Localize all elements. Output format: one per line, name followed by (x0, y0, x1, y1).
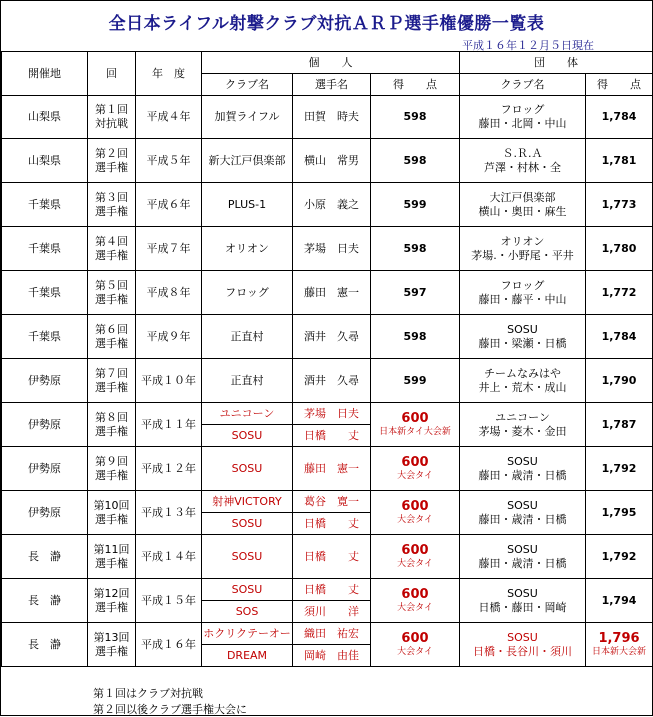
score-cell (371, 271, 460, 315)
team-members: 藤田・歳清・日橋 (478, 512, 567, 526)
round-type: 選手権 (95, 204, 128, 218)
score-cell (371, 491, 460, 535)
score-cell (371, 623, 460, 667)
score-value: 600 (401, 411, 429, 426)
team-members: 藤田・梁瀬・日橋 (478, 336, 567, 350)
team-members: 藤田・北岡・中山 (478, 117, 567, 130)
year-cell: 平成１３年 (136, 491, 202, 535)
header-team-club: クラブ名 (460, 74, 586, 96)
team-score-cell (586, 227, 653, 271)
club-cell: SOSU (202, 447, 293, 491)
team-score-value: 1,792 (601, 549, 637, 563)
year-cell: 平成８年 (136, 271, 202, 315)
player-cell: 茅場 日夫 (293, 403, 371, 425)
as-of-date: 平成１６年１２月５日現在 (462, 39, 594, 52)
table-row (2, 491, 653, 513)
round-number: 第６回 (95, 322, 128, 336)
player-cell: 葛谷 寛一 (293, 491, 371, 513)
team-club-cell (460, 403, 586, 447)
team-score-value: 1,787 (601, 417, 637, 431)
round-type: 選手権 (95, 556, 128, 570)
round-number: 第11回 (93, 542, 130, 556)
round-number: 第１回 (95, 103, 128, 116)
score-cell (371, 139, 460, 183)
round-number: 第２回 (95, 146, 128, 160)
team-score-value: 1,794 (601, 593, 637, 607)
player-cell: 横山 常男 (293, 139, 371, 183)
year-cell: 平成１５年 (136, 579, 202, 623)
table-row (2, 579, 653, 601)
venue-cell: 長 瀞 (2, 535, 88, 579)
round-cell (88, 579, 136, 623)
venue-cell: 伊勢原 (2, 447, 88, 491)
team-score-value: 1,790 (601, 373, 637, 387)
round-type: 選手権 (95, 160, 128, 174)
club-cell: 加賀ライフル (202, 96, 293, 139)
score-cell (371, 447, 460, 491)
round-cell (88, 96, 136, 139)
score-value: 598 (403, 110, 427, 123)
team-score-cell (586, 579, 653, 623)
team-club-name: フロッグ (500, 103, 545, 116)
table-row (2, 623, 653, 645)
score-value: 600 (401, 455, 429, 470)
player-cell: 岡崎 由佳 (293, 645, 371, 667)
round-number: 第12回 (93, 586, 130, 600)
round-cell (88, 447, 136, 491)
team-score-note: 日本新大会新 (591, 647, 646, 657)
team-club-cell (460, 227, 586, 271)
year-cell: 平成１４年 (136, 535, 202, 579)
team-club-name: チームなみはや (484, 366, 561, 380)
player-cell: 酒井 久尋 (293, 359, 371, 403)
score-cell (371, 535, 460, 579)
team-club-cell (460, 359, 586, 403)
team-club-cell (460, 535, 586, 579)
team-score-cell (586, 96, 653, 139)
year-cell: 平成１１年 (136, 403, 202, 447)
team-club-name: オリオン (500, 234, 545, 248)
header-player: 選手名 (293, 74, 371, 96)
round-cell (88, 271, 136, 315)
team-club-cell (460, 183, 586, 227)
round-number: 第13回 (93, 630, 130, 644)
club-cell: SOSU (202, 425, 293, 447)
score-value: 600 (401, 499, 429, 514)
team-score-value: 1,773 (601, 197, 637, 211)
score-note: 大会タイ (397, 603, 433, 613)
team-score-cell (586, 403, 653, 447)
header-team: 団 体 (460, 52, 653, 74)
round-cell (88, 535, 136, 579)
round-type: 選手権 (95, 644, 128, 658)
team-score-value: 1,772 (601, 285, 637, 299)
club-cell: SOS (202, 601, 293, 623)
table-row (2, 359, 653, 403)
header-venue: 開催地 (2, 52, 88, 96)
table-row (2, 227, 653, 271)
team-club-cell (460, 271, 586, 315)
year-cell: 平成１０年 (136, 359, 202, 403)
year-cell: 平成９年 (136, 315, 202, 359)
round-number: 第３回 (95, 190, 128, 204)
team-members: 横山・奥田・麻生 (478, 204, 567, 218)
club-cell: SOSU (202, 579, 293, 601)
club-cell: オリオン (202, 227, 293, 271)
team-members: 日橋・藤田・岡崎 (478, 600, 567, 614)
team-club-name: SOSU (507, 498, 538, 512)
team-club-name: 大江戸倶楽部 (489, 190, 556, 204)
round-type: 対抗戦 (95, 117, 128, 130)
team-score-value: 1,784 (601, 329, 637, 343)
score-cell (371, 403, 460, 447)
year-cell: 平成４年 (136, 96, 202, 139)
team-club-name: SOSU (507, 630, 538, 644)
venue-cell: 千葉県 (2, 183, 88, 227)
team-members: 茅場・菱木・金田 (478, 424, 567, 438)
round-type: 選手権 (95, 600, 128, 614)
venue-cell: 山梨県 (2, 96, 88, 139)
team-score-cell (586, 535, 653, 579)
team-club-name: フロッグ (500, 278, 545, 292)
team-club-cell (460, 96, 586, 139)
score-value: 599 (403, 197, 427, 211)
team-score-value: 1,796 (598, 631, 640, 646)
player-cell: 日橋 丈 (293, 425, 371, 447)
year-cell: 平成７年 (136, 227, 202, 271)
round-cell (88, 359, 136, 403)
year-cell: 平成１２年 (136, 447, 202, 491)
venue-cell: 山梨県 (2, 139, 88, 183)
score-cell (371, 183, 460, 227)
club-cell: ユニコーン (202, 403, 293, 425)
header-individual: 個 人 (202, 52, 460, 74)
year-cell: 平成１６年 (136, 623, 202, 667)
team-score-value: 1,780 (601, 241, 637, 255)
year-cell: 平成５年 (136, 139, 202, 183)
team-score-value: 1,795 (601, 505, 637, 519)
team-club-cell (460, 623, 586, 667)
header-club: クラブ名 (202, 74, 293, 96)
score-note: 大会タイ (397, 471, 433, 481)
player-cell: 織田 祐宏 (293, 623, 371, 645)
team-score-value: 1,784 (601, 110, 637, 123)
score-value: 600 (401, 587, 429, 602)
team-club-cell (460, 579, 586, 623)
club-cell: フロッグ (202, 271, 293, 315)
score-value: 598 (403, 329, 427, 343)
venue-cell: 長 瀞 (2, 623, 88, 667)
club-cell: 新大江戸倶楽部 (202, 139, 293, 183)
player-cell: 日橋 丈 (293, 513, 371, 535)
club-cell: SOSU (202, 535, 293, 579)
player-cell: 小原 義之 (293, 183, 371, 227)
team-score-cell (586, 623, 653, 667)
score-cell (371, 96, 460, 139)
year-cell: 平成６年 (136, 183, 202, 227)
player-cell: 須川 洋 (293, 601, 371, 623)
club-cell: SOSU (202, 513, 293, 535)
score-cell (371, 359, 460, 403)
score-value: 600 (401, 631, 429, 646)
round-number: 第10回 (93, 498, 130, 512)
club-cell: 射神VICTORY (202, 491, 293, 513)
round-type: 選手権 (95, 468, 128, 482)
results-table (1, 51, 653, 667)
table-row (2, 403, 653, 425)
team-club-cell (460, 447, 586, 491)
score-note: 大会タイ (397, 515, 433, 525)
team-score-value: 1,781 (601, 153, 637, 167)
team-club-name: SOSU (507, 322, 538, 336)
team-members: 藤田・歳清・日橋 (478, 556, 567, 570)
round-number: 第５回 (95, 278, 128, 292)
venue-cell: 千葉県 (2, 315, 88, 359)
team-club-name: ユニコーン (495, 410, 550, 424)
score-value: 599 (403, 373, 427, 387)
team-score-cell (586, 315, 653, 359)
table-row (2, 96, 653, 139)
footer-note-1: 第１回はクラブ対抗戦 (93, 687, 203, 700)
team-club-cell (460, 315, 586, 359)
round-cell (88, 403, 136, 447)
club-cell: 正直村 (202, 359, 293, 403)
round-cell (88, 183, 136, 227)
round-type: 選手権 (95, 424, 128, 438)
player-cell: 田賀 時夫 (293, 96, 371, 139)
team-club-name: SOSU (507, 542, 538, 556)
table-row (2, 447, 653, 491)
round-cell (88, 315, 136, 359)
club-cell: DREAM (202, 645, 293, 667)
venue-cell: 千葉県 (2, 271, 88, 315)
venue-cell: 伊勢原 (2, 403, 88, 447)
player-cell: 藤田 憲一 (293, 271, 371, 315)
round-type: 選手権 (95, 336, 128, 350)
round-number: 第４回 (95, 234, 128, 248)
club-cell: 正直村 (202, 315, 293, 359)
table-row (2, 139, 653, 183)
team-members: 藤田・藤平・中山 (478, 292, 567, 306)
team-club-name: Ｓ.Ｒ.Ａ (502, 146, 543, 160)
team-members: 藤田・歳清・日橋 (478, 468, 567, 482)
round-cell (88, 227, 136, 271)
round-cell (88, 139, 136, 183)
team-members: 芦澤・村林・全 (484, 160, 561, 174)
venue-cell: 伊勢原 (2, 491, 88, 535)
score-value: 600 (401, 543, 429, 558)
round-number: 第９回 (95, 454, 128, 468)
player-cell: 日橋 丈 (293, 579, 371, 601)
team-club-name: SOSU (507, 586, 538, 600)
player-cell: 酒井 久尋 (293, 315, 371, 359)
round-type: 選手権 (95, 512, 128, 526)
table-row (2, 535, 653, 579)
results-body (2, 96, 653, 667)
score-value: 597 (403, 285, 427, 299)
player-cell: 藤田 憲一 (293, 447, 371, 491)
venue-cell: 伊勢原 (2, 359, 88, 403)
team-score-cell (586, 271, 653, 315)
team-club-cell (460, 139, 586, 183)
player-cell: 日橋 丈 (293, 535, 371, 579)
venue-cell: 長 瀞 (2, 579, 88, 623)
header-team-score: 得 点 (586, 74, 653, 96)
team-score-value: 1,792 (601, 461, 637, 475)
team-score-cell (586, 359, 653, 403)
header-year: 年 度 (136, 52, 202, 96)
round-number: 第７回 (95, 366, 128, 380)
footer-note-2: 第２回以後クラブ選手権大会に (93, 703, 247, 716)
page-title: 全日本ライフル射撃クラブ対抗ＡＲＰ選手権優勝一覧表 (108, 14, 545, 34)
team-score-cell (586, 447, 653, 491)
round-type: 選手権 (95, 292, 128, 306)
team-score-cell (586, 139, 653, 183)
score-note: 大会タイ (397, 647, 433, 657)
team-club-name: SOSU (507, 454, 538, 468)
venue-cell: 千葉県 (2, 227, 88, 271)
table-row (2, 183, 653, 227)
round-type: 選手権 (95, 248, 128, 262)
team-score-cell (586, 183, 653, 227)
team-club-cell (460, 491, 586, 535)
round-cell (88, 491, 136, 535)
round-number: 第８回 (95, 410, 128, 424)
player-cell: 茅場 日夫 (293, 227, 371, 271)
score-cell (371, 579, 460, 623)
team-members: 日橋・長谷川・須川 (473, 644, 572, 658)
score-cell (371, 227, 460, 271)
score-value: 598 (403, 153, 427, 167)
header-round: 回 (88, 52, 136, 96)
club-cell: ホクリクテーオー (202, 623, 293, 645)
score-value: 598 (403, 241, 427, 255)
round-type: 選手権 (95, 380, 128, 394)
score-note: 大会タイ (397, 559, 433, 569)
score-note: 日本新タイ大会新 (379, 427, 451, 437)
team-score-cell (586, 491, 653, 535)
header-score: 得 点 (371, 74, 460, 96)
table-row (2, 271, 653, 315)
table-row (2, 315, 653, 359)
round-cell (88, 623, 136, 667)
score-cell (371, 315, 460, 359)
team-members: 茅場.・小野尾・平井 (471, 248, 574, 262)
team-members: 井上・荒木・成山 (478, 380, 567, 394)
club-cell: PLUS-1 (202, 183, 293, 227)
